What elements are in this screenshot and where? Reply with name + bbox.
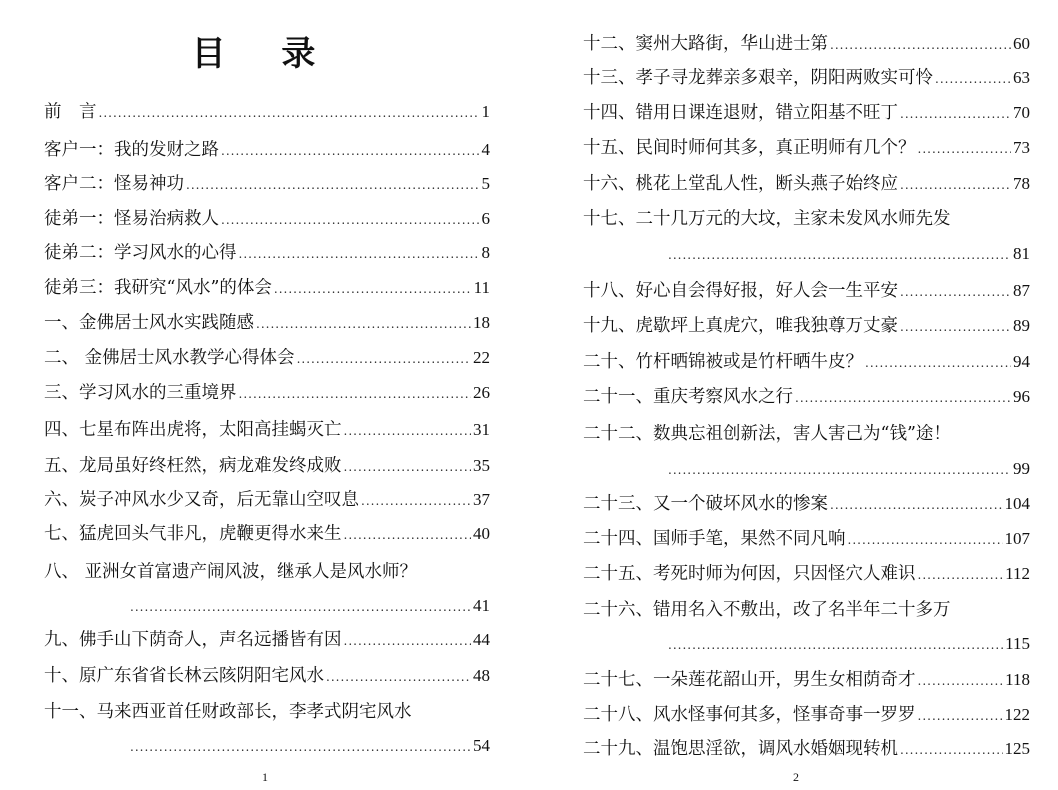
toc-entry[interactable]: 三、学习风水的三重境界 ..... 26 xyxy=(44,381,490,406)
leader-dots xyxy=(900,173,1011,197)
toc-entry[interactable]: 客户一：我的发财之路 ..... 4 xyxy=(44,138,490,163)
leader-dots xyxy=(344,455,472,479)
toc-entry[interactable]: 二十一、重庆考察风水之行 ..... 96 xyxy=(583,385,1030,410)
toc-entry-continuation: ..... 99 xyxy=(668,457,1030,482)
toc-entry[interactable]: 二十五、考死时师为何因，只因怪穴人难识 ..... 112 xyxy=(583,562,1030,587)
leader-dots xyxy=(344,629,472,653)
toc-entry[interactable]: 前 言 ..... 1 xyxy=(44,100,490,125)
leader-dots xyxy=(935,67,1011,91)
leader-dots xyxy=(830,33,1011,57)
toc-entry[interactable]: 十、原广东省省长林云陔阴阳宅风水 ..... 48 xyxy=(44,664,490,689)
leader-dots xyxy=(239,382,472,406)
leader-dots xyxy=(130,595,471,619)
toc-entry-continuation: ..... 41 xyxy=(130,594,490,619)
toc-entry[interactable]: 徒弟三：我研究“风水”的体会 ..... 11 xyxy=(44,276,490,301)
page-number-left: 1 xyxy=(262,770,268,784)
leader-dots xyxy=(795,386,1011,410)
toc-entry[interactable]: 十四、错用日课连退财，错立阳基不旺丁 ..... 70 xyxy=(583,101,1030,126)
leader-dots xyxy=(221,208,480,232)
leader-dots xyxy=(918,704,1003,728)
leader-dots xyxy=(865,351,1011,375)
page-title: 目 录 xyxy=(191,34,338,74)
toc-entry[interactable]: 二十四、国师手笔，果然不同凡响 ..... 107 xyxy=(583,527,1030,552)
toc-entry[interactable]: 一、金佛居士风水实践随感 ..... 18 xyxy=(44,311,490,336)
leader-dots xyxy=(361,489,471,513)
leader-dots xyxy=(297,347,471,371)
leader-dots xyxy=(274,277,472,301)
leader-dots xyxy=(918,137,1012,161)
toc-entry[interactable]: 徒弟一：怪易治病救人 ..... 6 xyxy=(44,207,490,232)
leader-dots xyxy=(668,243,1011,267)
toc-entry-continuation: ..... 81 xyxy=(668,242,1030,267)
leader-dots xyxy=(186,173,480,197)
toc-entry[interactable]: 二十九、温饱思淫欲，调风水婚姻现转机 ..... 125 xyxy=(583,737,1030,762)
toc-entry[interactable]: 十六、桃花上堂乱人性，断头燕子始终应 ..... 78 xyxy=(583,172,1030,197)
toc-entry-continuation: ..... 54 xyxy=(130,734,490,759)
toc-entry[interactable]: 六、炭子冲风水少又奇，后无靠山空叹息 ..... 37 xyxy=(44,488,490,513)
leader-dots xyxy=(130,735,471,759)
leader-dots xyxy=(848,528,1003,552)
leader-dots xyxy=(900,738,1003,762)
toc-entry[interactable]: 二十七、一朵莲花韶山开，男生女相荫奇才 ..... 118 xyxy=(583,668,1030,693)
page-number-right: 2 xyxy=(793,770,799,784)
leader-dots xyxy=(221,139,480,163)
toc-entry[interactable]: 五、龙局虽好终枉然，病龙难发终成败 ..... 35 xyxy=(44,454,490,479)
toc-entry-multiline[interactable]: 十七、二十几万元的大坟，主家未发风水师先发 xyxy=(583,209,951,229)
toc-entry[interactable]: 二十三、又一个破坏风水的惨案 ..... 104 xyxy=(583,492,1030,517)
toc-entry[interactable]: 二十、竹杆晒锦被或是竹杆晒牛皮？ ..... 94 xyxy=(583,350,1030,375)
toc-entry[interactable]: 十二、窦州大路街，华山进士第 ..... 60 xyxy=(583,32,1030,57)
leader-dots xyxy=(239,242,480,266)
leader-dots xyxy=(918,669,1004,693)
leader-dots xyxy=(900,315,1011,339)
toc-entry[interactable]: 二、 金佛居士风水教学心得体会 ..... 22 xyxy=(44,346,490,371)
leader-dots xyxy=(830,493,1003,517)
toc-entry[interactable]: 十五、民间时师何其多，真正明师有几个？ ..... 73 xyxy=(583,136,1030,161)
toc-entry[interactable]: 十三、孝子寻龙葬亲多艰辛，阴阳两败实可怜 ..... 63 xyxy=(583,66,1030,91)
toc-entry[interactable]: 徒弟二：学习风水的心得 ..... 8 xyxy=(44,241,490,266)
toc-entry[interactable]: 四、七星布阵出虎将，太阳高挂蝎灭亡 ..... 31 xyxy=(44,418,490,443)
toc-entry[interactable]: 二十八、风水怪事何其多，怪事奇事一罗罗 ..... 122 xyxy=(583,703,1030,728)
leader-dots xyxy=(344,419,472,443)
toc-entry[interactable]: 七、猛虎回头气非凡，虎鞭更得水来生 ..... 40 xyxy=(44,522,490,547)
toc-entry[interactable]: 十八、好心自会得好报，好人会一生平安 ..... 87 xyxy=(583,279,1030,304)
leader-dots xyxy=(668,633,1003,657)
leader-dots xyxy=(918,563,1004,587)
toc-entry-multiline[interactable]: 二十六、错用名入不敷出，改了名半年二十多万 xyxy=(583,600,951,620)
toc-entry-multiline[interactable]: 二十二、数典忘祖创新法，害人害己为“钱”途！ xyxy=(583,424,951,444)
leader-dots xyxy=(900,280,1011,304)
toc-entry-multiline[interactable]: 十一、马来西亚首任财政部长，李孝式阴宅风水 xyxy=(44,702,412,722)
leader-dots xyxy=(256,312,471,336)
toc-entry[interactable]: 十九、虎歇坪上真虎穴，唯我独尊万丈豪 ..... 89 xyxy=(583,314,1030,339)
toc-entry-continuation: ..... 115 xyxy=(668,632,1030,657)
toc-entry-multiline[interactable]: 八、 亚洲女首富遗产闹风波，继承人是风水师？ xyxy=(44,562,418,582)
leader-dots xyxy=(668,458,1011,482)
leader-dots xyxy=(900,102,1011,126)
leader-dots xyxy=(344,523,472,547)
toc-entry[interactable]: 客户二：怪易神功 ..... 5 xyxy=(44,172,490,197)
toc-entry[interactable]: 九、佛手山下荫奇人，声名远播皆有因 ..... 44 xyxy=(44,628,490,653)
leader-dots xyxy=(99,101,480,125)
leader-dots xyxy=(326,665,471,689)
